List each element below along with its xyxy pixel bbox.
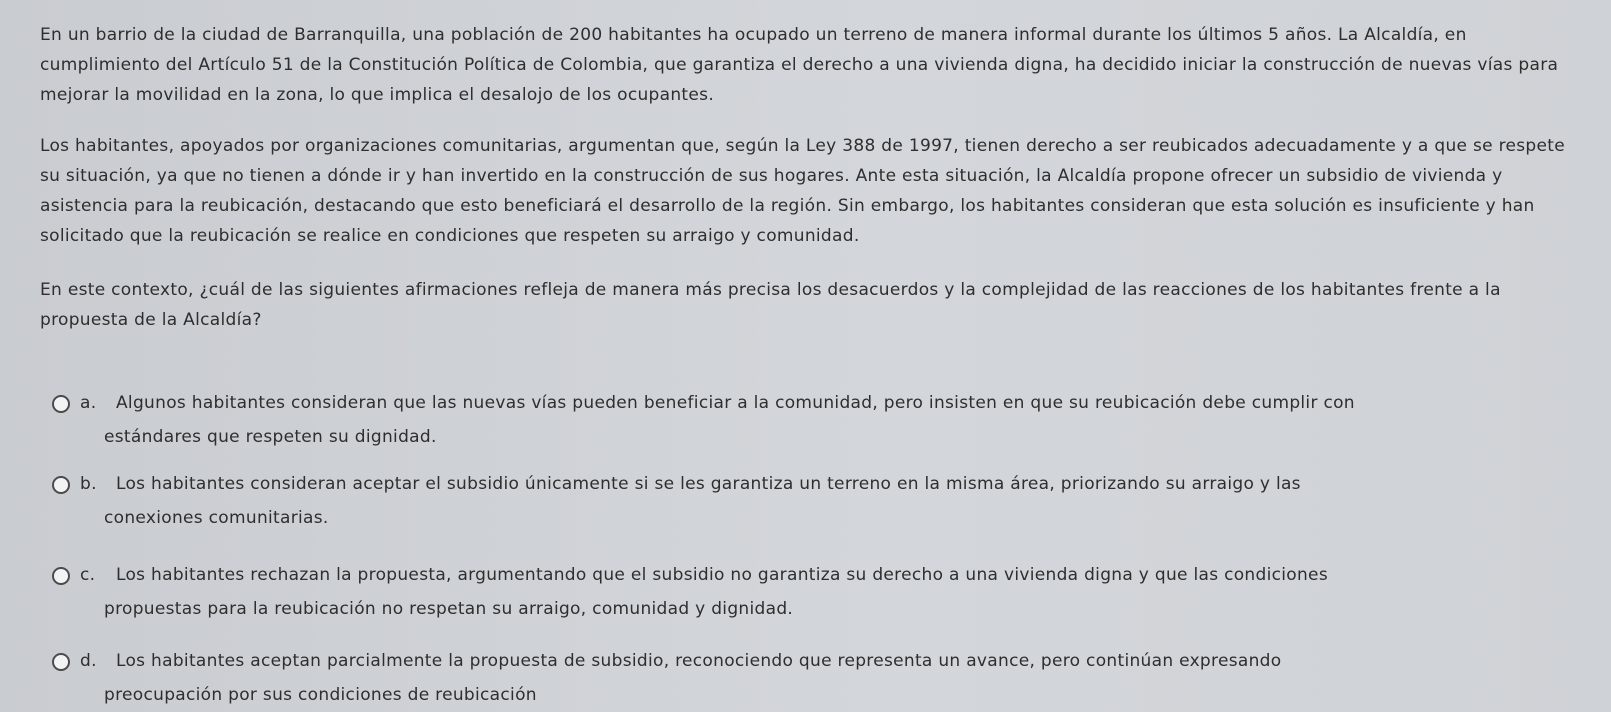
- option-text-c[interactable]: [52, 558, 1552, 626]
- answer-option-c[interactable]: [52, 558, 1552, 626]
- option-text-d[interactable]: [52, 644, 1552, 712]
- option-text-c-line-1: Los habitantes rechazan la propuesta, argumentando que el subsidio no garantiza su derecho a una vivienda digna y que las condiciones: [116, 565, 1328, 585]
- option-text-d-line-1: Los habitantes aceptan parcialmente la propuesta de subsidio, reconociendo que representa un avance, pero continúan expresando: [116, 651, 1282, 671]
- option-text-a[interactable]: [52, 386, 1552, 454]
- radio-button-b[interactable]: [52, 476, 70, 494]
- option-letter-b: b.: [80, 474, 97, 494]
- radio-button-d[interactable]: [52, 653, 70, 671]
- question-prompt: En este contexto, ¿cuál de las siguientes afirmaciones refleja de manera más precisa los desacuerdos y la complejidad de las reacciones de los habitantes frente a la propuesta de la Alcaldía?: [40, 280, 1501, 330]
- option-text-b-line-1: Los habitantes consideran aceptar el subsidio únicamente si se les garantiza un terreno en la misma área, priorizando su arraigo y las: [116, 474, 1301, 494]
- option-text-a-line-1: Algunos habitantes consideran que las nuevas vías pueden beneficiar a la comunidad, pero insisten en que su reubicación debe cumplir con: [116, 393, 1355, 413]
- question-paragraph-1: En un barrio de la ciudad de Barranquilla, una población de 200 habitantes ha ocupado un terreno de manera informal durante los últimos 5 años. La Alcaldía, en cumplimiento del Artículo 51 de la Constitución Política de Colombia, que garantiza el derecho a una vivienda digna, ha decidido iniciar la construcción de nuevas vías para mejorar la movilidad en la zona, lo que implica el desalojo de los ocupantes.: [40, 25, 1559, 105]
- radio-button-c[interactable]: [52, 567, 70, 585]
- answer-option-d[interactable]: [52, 644, 1552, 712]
- option-text-d-line-2: preocupación por sus condiciones de reubicación: [104, 685, 537, 705]
- option-text-b[interactable]: [52, 467, 1552, 535]
- question-paragraph-2: Los habitantes, apoyados por organizaciones comunitarias, argumentan que, según la Ley 388 de 1997, tienen derecho a ser reubicados adecuadamente y a que se respete su situación, ya que no tienen a dónde ir y han invertido en la construcción de sus hogares. Ante esta situación, la Alcaldía propone ofrecer un subsidio de vivienda y asistencia para la reubicación, destacando que esto beneficiará el desarrollo de la región. Sin embargo, los habitantes consideran que esta solución es insuficiente y han solicitado que la reubicación se realice en condiciones que respeten su arraigo y comunidad.: [40, 136, 1566, 246]
- answer-option-a[interactable]: [52, 386, 1552, 454]
- option-letter-c: c.: [80, 565, 96, 585]
- option-letter-d: d.: [80, 651, 97, 671]
- option-text-c-line-2: propuestas para la reubicación no respetan su arraigo, comunidad y dignidad.: [104, 599, 794, 619]
- answer-option-b[interactable]: [52, 467, 1552, 535]
- option-letter-a: a.: [80, 393, 97, 413]
- option-text-a-line-2: estándares que respeten su dignidad.: [104, 427, 437, 447]
- option-text-b-line-2: conexiones comunitarias.: [104, 508, 329, 528]
- radio-button-a[interactable]: [52, 395, 70, 413]
